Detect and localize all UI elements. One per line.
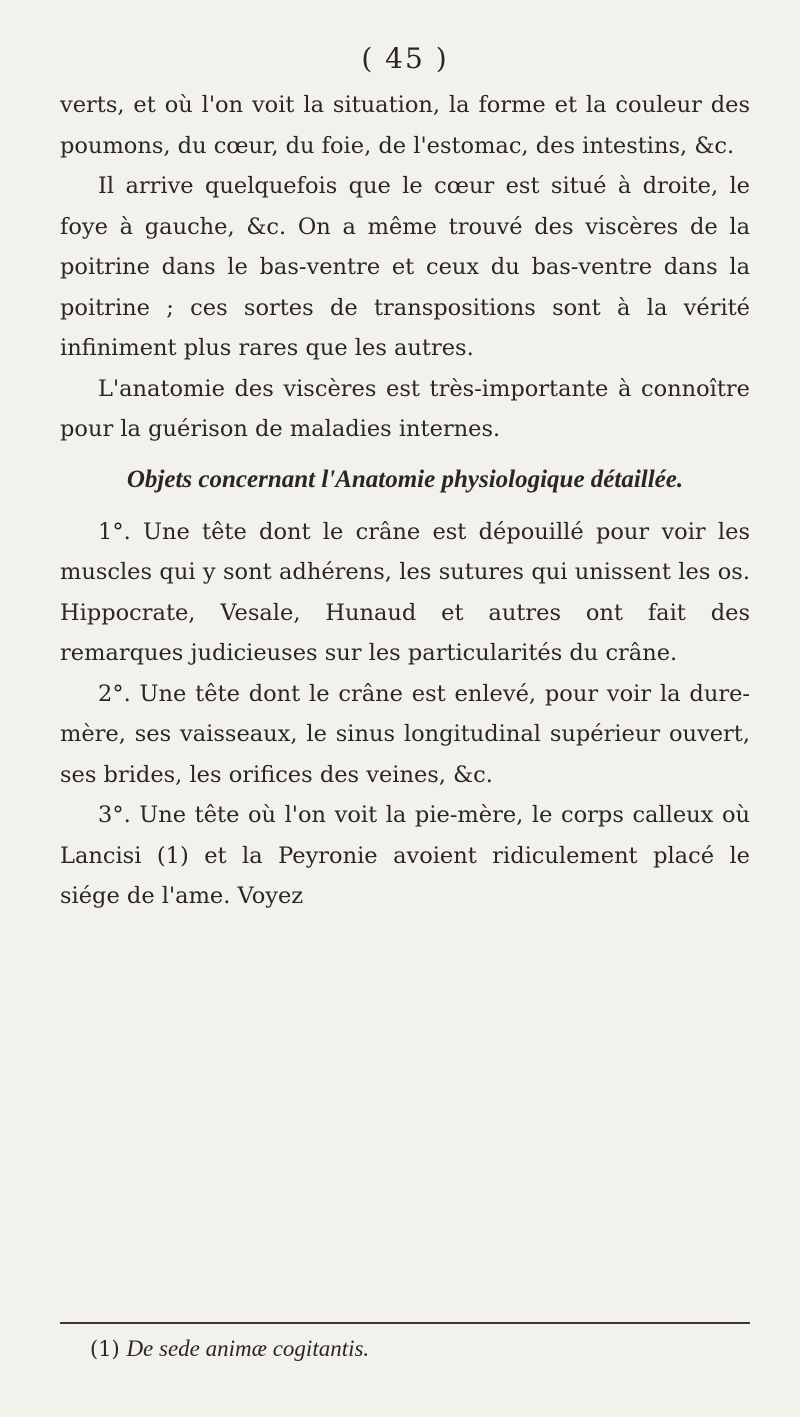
list-item: 3°. Une tête où l'on voit la pie-mère, le corps calleux où Lancisi (1) et la Peyronie avoient ridiculement placé le siége de l'ame. Voyez — [60, 802, 750, 909]
paragraph-transpositions: Il arrive quelquefois que le cœur est situé à droite, le foye à gauche, &c. On a même trouvé des viscères de la poitrine dans le bas-ventre et ceux du bas-ventre dans la poitrine ; ces sortes de transpositions sont à la vérité infiniment plus rares que les autres. — [60, 173, 750, 361]
footnote-text: De sede animæ cogitantis. — [126, 1336, 370, 1361]
footnote-divider — [60, 1322, 750, 1324]
book-page — [60, 42, 750, 917]
section-heading: Objets concernant l'Anatomie physiologique détaillée. — [126, 465, 684, 493]
footnote — [90, 1336, 369, 1362]
list-item: 1°. Une tête dont le crâne est dépouillé pour voir les muscles qui y sont adhérens, les sutures qui unissent les os. Hippocrate, Vesale, Hunaud et autres ont fait des remarques judicieuses sur les particularités du crâne. — [60, 518, 750, 666]
list-item: 2°. Une tête dont le crâne est enlevé, pour voir la dure-mère, ses vaisseaux, le sinus longitudinal supérieur ouvert, ses brides, les orifices des veines, &c. — [60, 680, 750, 788]
page-number: ( 45 ) — [361, 42, 449, 75]
paragraph-anatomy-viscera: L'anatomie des viscères est très-importante à connoître pour la guérison de maladies internes. — [60, 375, 750, 442]
paragraph-continuation: verts, et où l'on voit la situation, la forme et la couleur des poumons, du cœur, du foie, de l'estomac, des intestins, &c. — [60, 92, 750, 159]
footnote-marker: (1) — [90, 1337, 120, 1361]
